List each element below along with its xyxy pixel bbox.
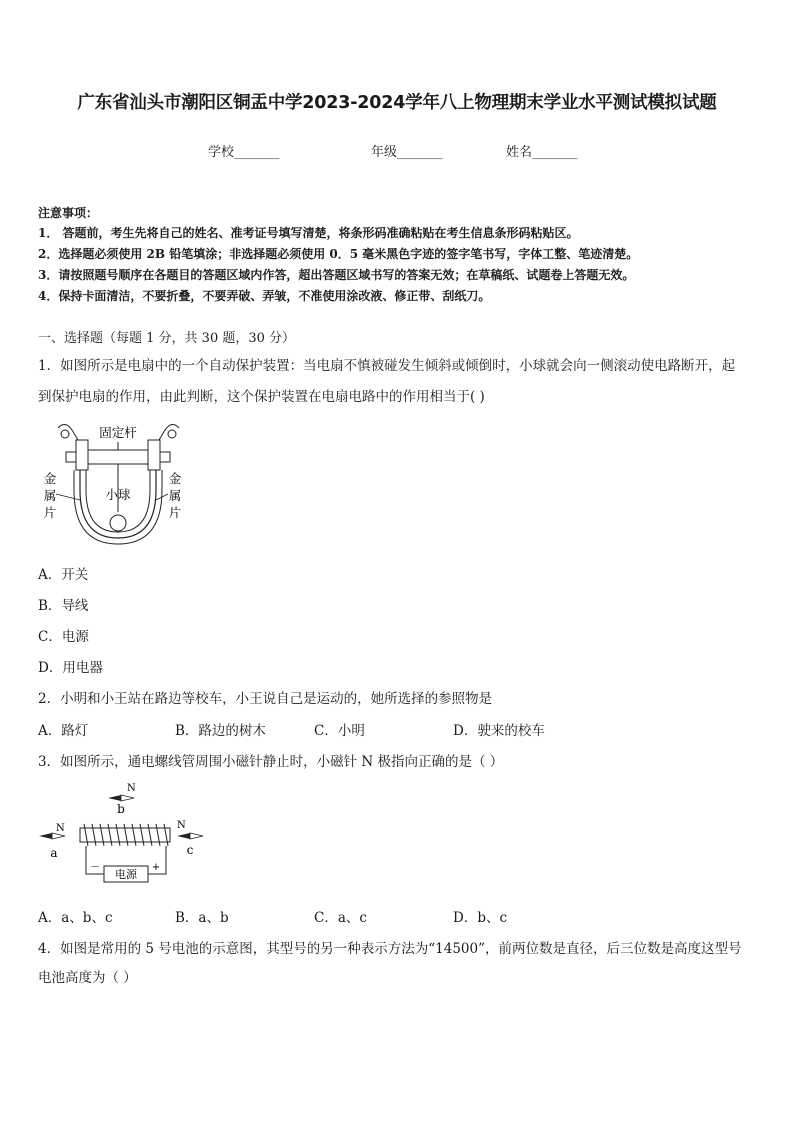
needle-b-label: b (117, 802, 125, 816)
q3-option-b[interactable]: B．a、b (175, 910, 229, 926)
q3-option-d[interactable]: D．b、c (453, 910, 508, 926)
name-field: 姓名_______ (506, 145, 578, 160)
right-strip-label-1: 金 (168, 471, 182, 486)
q1-option-a[interactable]: A．开关 (38, 567, 89, 583)
q2-option-a[interactable]: A．路灯 (38, 723, 89, 739)
note-item-4: 4．保持卡面清洁，不要折叠，不要弄破、弄皱，不准使用涂改液、修正带、刮纸刀。 (38, 289, 491, 303)
q2-option-b[interactable]: B．路边的树木 (175, 723, 266, 739)
q1-option-d[interactable]: D．用电器 (38, 660, 103, 676)
power-label: 电源 (115, 868, 137, 881)
page-title: 广东省汕头市潮阳区铜盂中学2023-2024学年八上物理期末学业水平测试模拟试题 (77, 93, 717, 113)
notes-heading: 注意事项： (38, 206, 99, 220)
q3-option-a[interactable]: A．a、b、c (38, 910, 113, 926)
power-plus: + (151, 862, 161, 873)
q1-option-c[interactable]: C．电源 (38, 629, 89, 645)
protection-device-figure (38, 420, 198, 555)
q2-option-c[interactable]: C．小明 (314, 723, 365, 739)
left-strip-label-1: 金 (43, 471, 57, 486)
needle-a-label: a (50, 846, 58, 860)
school-field: 学校_______ (208, 145, 280, 160)
rod-label: 固定杆 (99, 425, 137, 440)
needle-c-n-label: N (177, 820, 186, 831)
power-minus: － (90, 862, 100, 873)
note-item-1: 1． 答题前，考生先将自己的姓名、准考证号填写清楚，将条形码准确粘贴在考生信息条形码粘贴区。 (38, 226, 579, 240)
q3-text: 3．如图所示，通电螺线管周围小磁针静止时，小磁针 N 极指向正确的是（ ） (38, 754, 504, 770)
solenoid-figure (36, 778, 211, 890)
left-strip-label-3: 片 (43, 505, 57, 520)
q4-text-line2: 电池高度为（ ） (38, 970, 137, 986)
q1-text-line2: 到保护电扇的作用，由此判断，这个保护装置在电扇电路中的作用相当于( ) (38, 389, 485, 405)
q2-option-d[interactable]: D．驶来的校车 (453, 723, 545, 739)
note-item-2: 2．选择题必须使用 2B 铅笔填涂；非选择题必须使用 0．5 毫米黑色字迹的签字笔书写，字体工整、笔迹清楚。 (38, 247, 639, 261)
left-strip-label-2: 属 (43, 488, 57, 503)
q4-text-line1: 4．如图是常用的 5 号电池的示意图，其型号的另一种表示方法为“14500”，前两位数是直径，后三位数是高度这型号 (38, 941, 742, 957)
right-strip-label-3: 片 (168, 505, 182, 520)
q1-text-line1: 1．如图所示是电扇中的一个自动保护装置：当电扇不慎被碰发生倾斜或倾倒时，小球就会向一侧滚动使电路断开，起 (38, 358, 736, 374)
right-strip-label-2: 属 (168, 488, 182, 503)
note-item-3: 3．请按照题号顺序在各题目的答题区域内作答，超出答题区域书写的答案无效；在草稿纸、试题卷上答题无效。 (38, 268, 635, 282)
q3-option-c[interactable]: C．a、c (314, 910, 367, 926)
needle-c-label: c (186, 843, 194, 857)
section-heading: 一、选择题（每题 1 分，共 30 题，30 分） (38, 331, 296, 346)
q2-text: 2．小明和小王站在路边等校车，小王说自己是运动的，她所选择的参照物是 (38, 691, 493, 707)
grade-field: 年级_______ (371, 145, 443, 160)
needle-b-n-label: N (127, 783, 136, 794)
needle-a-n-label: N (56, 823, 65, 834)
ball-label: 小球 (105, 487, 131, 502)
q1-option-b[interactable]: B．导线 (38, 598, 89, 614)
